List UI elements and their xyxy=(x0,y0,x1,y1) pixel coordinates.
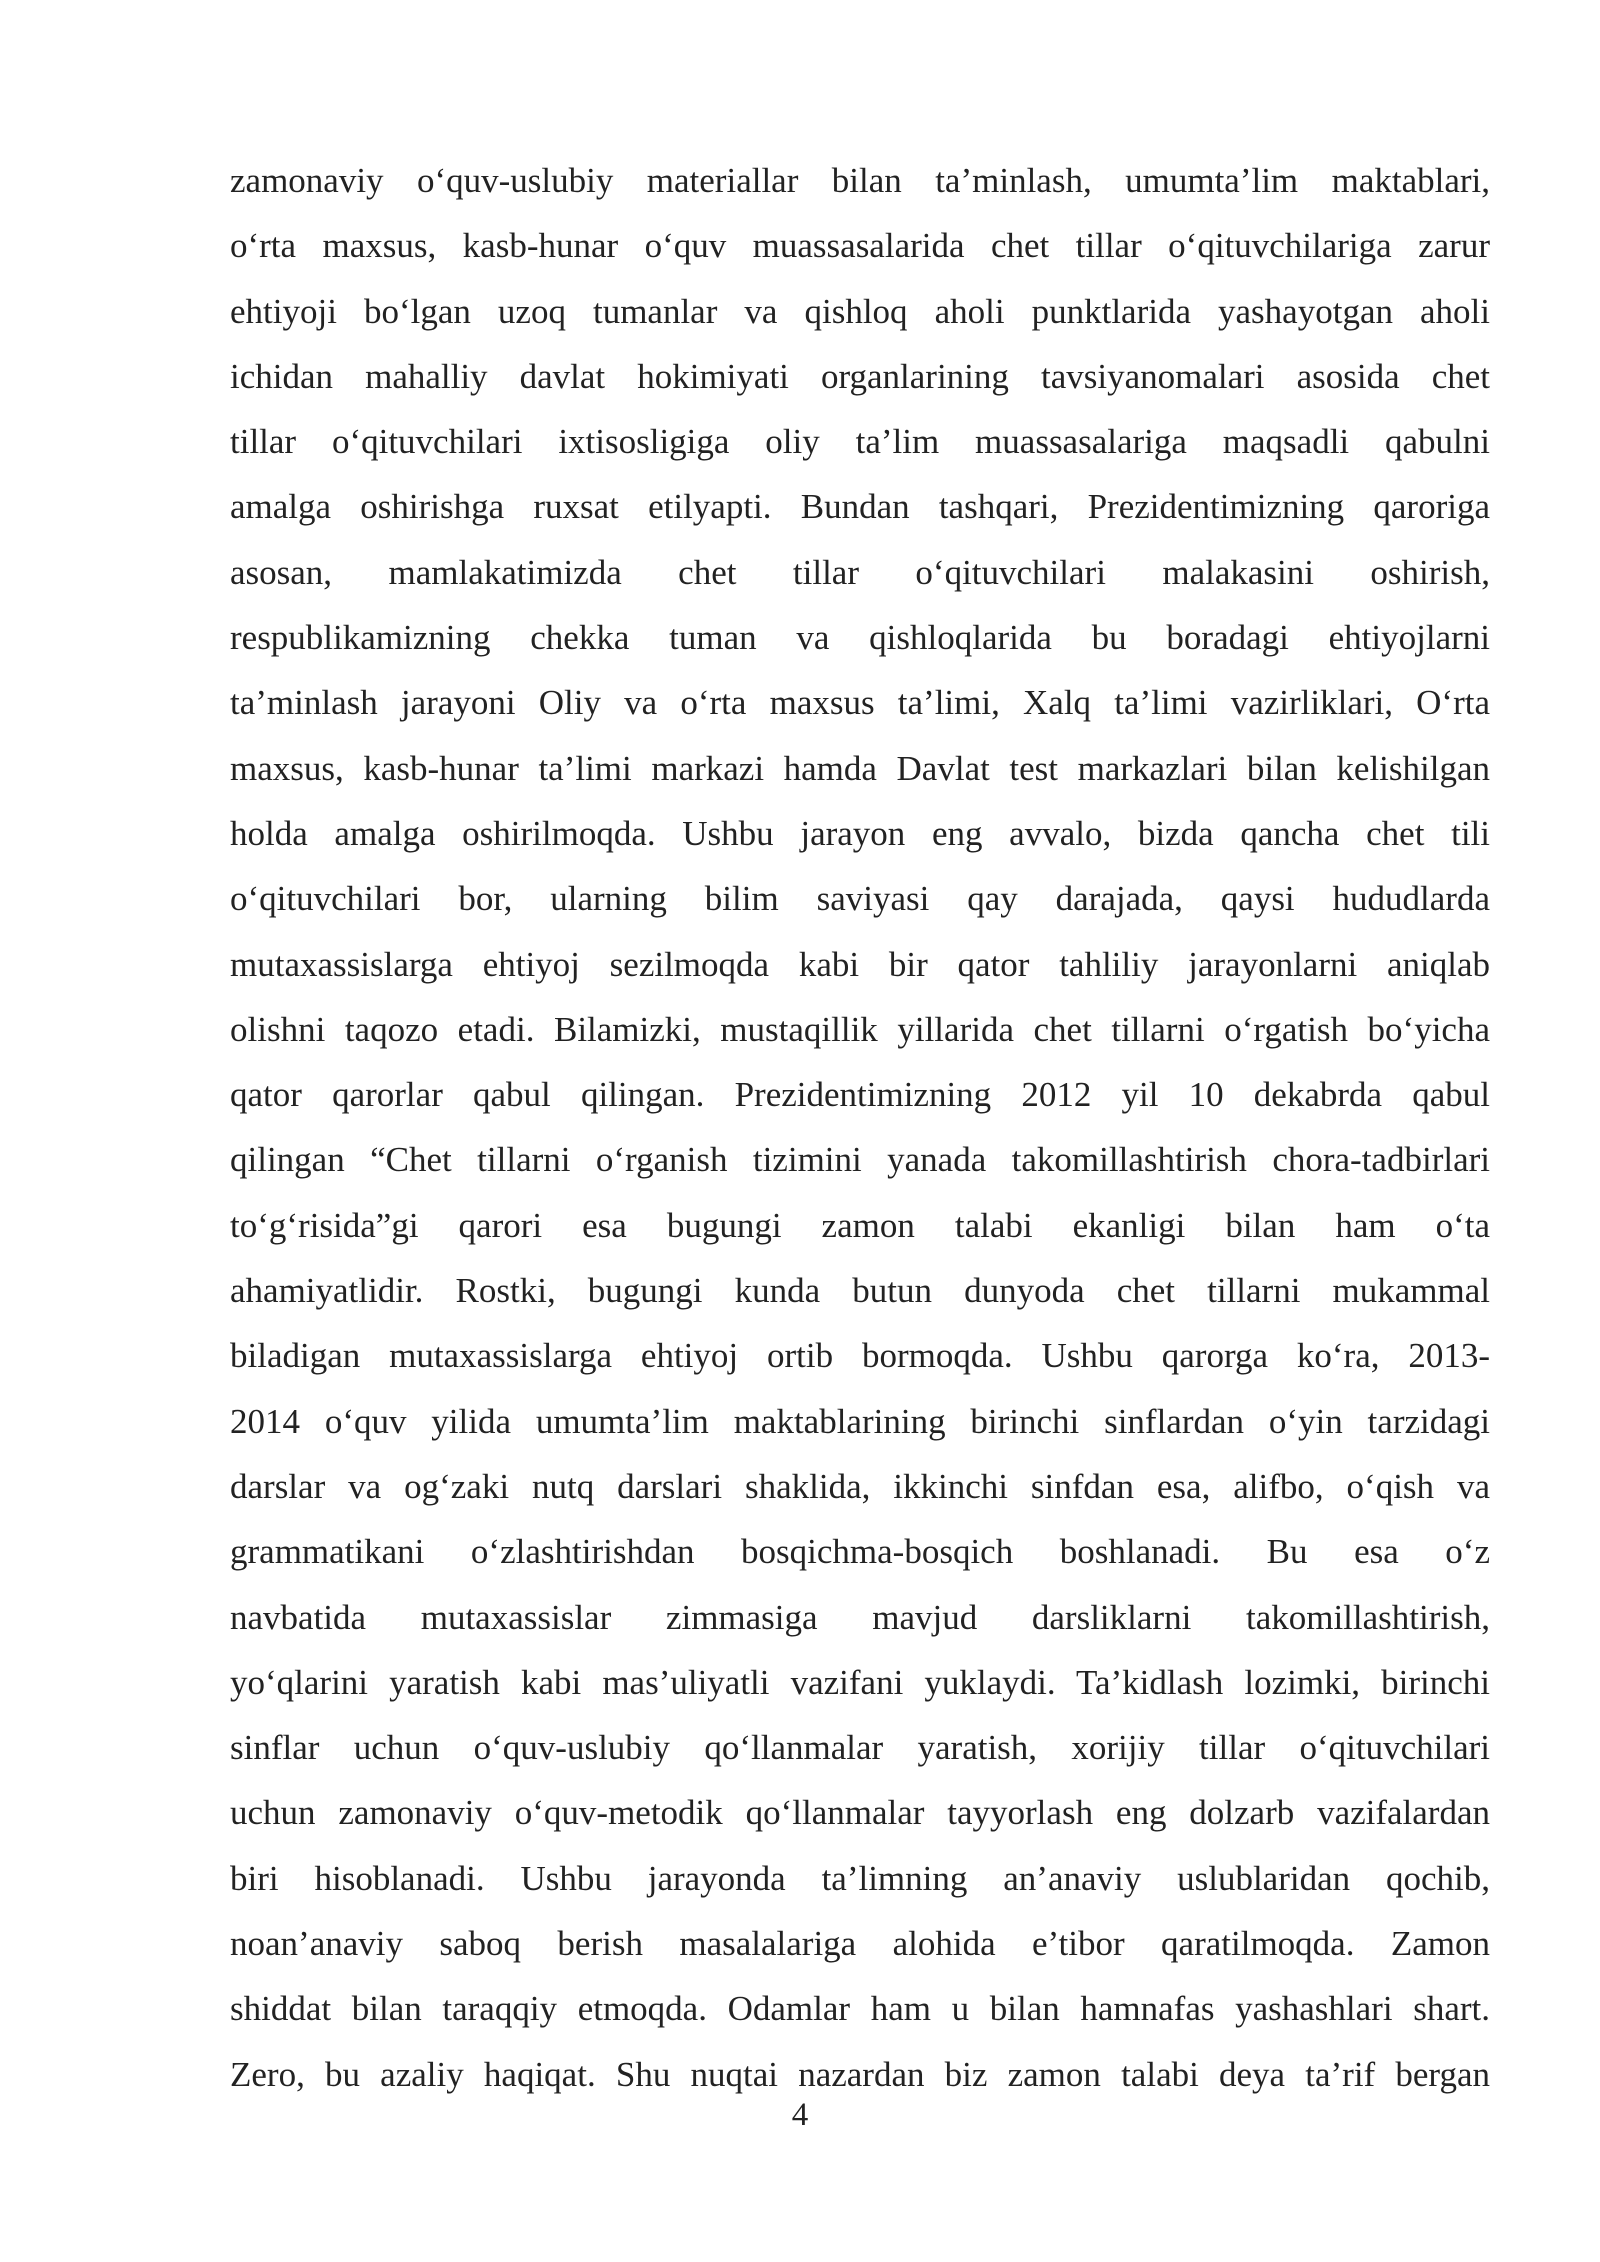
body-paragraph xyxy=(230,148,1490,2107)
text-line: olishni taqozo etadi. Bilamizki, mustaqillik yillarida chet tillarni o‘rgatish bo‘yicha xyxy=(230,1009,1490,1049)
text-line: asosan, mamlakatimizda chet tillar o‘qituvchilari malakasini oshirish, xyxy=(230,552,1490,592)
text-line: navbatida mutaxassislar zimmasiga mavjud darsliklarni takomillashtirish, xyxy=(230,1597,1490,1637)
text-line: tillar o‘qituvchilari ixtisosligiga oliy ta’lim muassasalariga maqsadli qabulni xyxy=(230,422,1490,462)
text-line: respublikamizning chekka tuman va qishloqlarida bu boradagi ehtiyojlarni xyxy=(230,618,1490,658)
text-line: ahamiyatlidir. Rostki, bugungi kunda butun dunyoda chet tillarni mukammal xyxy=(230,1271,1490,1311)
page-number: 4 xyxy=(791,2097,809,2133)
text-line: zamonaviy o‘quv-uslubiy materiallar bilan ta’minlash, umumta’lim maktablari, xyxy=(230,161,1490,200)
text-line: grammatikani o‘zlashtirishdan bosqichma-bosqich boshlanadi. Bu esa o‘z xyxy=(230,1532,1490,1572)
text-line: yo‘qlarini yaratish kabi mas’uliyatli vazifani yuklaydi. Ta’kidlash lozimki, birinchi xyxy=(230,1662,1490,1702)
text-line: maxsus, kasb-hunar ta’limi markazi hamda Davlat test markazlari bilan kelishilgan xyxy=(230,748,1490,788)
text-line: shiddat bilan taraqqiy etmoqda. Odamlar ham u bilan hamnafas yashashlari shart. xyxy=(230,1989,1490,2029)
text-line: mutaxassislarga ehtiyoj sezilmoqda kabi bir qator tahliliy jarayonlarni aniqlab xyxy=(230,944,1490,984)
text-line: uchun zamonaviy o‘quv-metodik qo‘llanmalar tayyorlash eng dolzarb vazifalardan xyxy=(230,1793,1490,1833)
text-line: biri hisoblanadi. Ushbu jarayonda ta’limning an’anaviy uslublaridan qochib, xyxy=(230,1858,1490,1898)
text-line: holda amalga oshirilmoqda. Ushbu jarayon eng avvalo, bizda qancha chet tili xyxy=(230,813,1490,853)
text-line: ehtiyoji bo‘lgan uzoq tumanlar va qishloq aholi punktlarida yashayotgan aholi xyxy=(230,291,1490,331)
text-line: 2014 o‘quv yilida umumta’lim maktablarining birinchi sinflardan o‘yin tarzidagi xyxy=(230,1401,1490,1441)
text-line: qator qarorlar qabul qilingan. Prezidentimizning 2012 yil 10 dekabrda qabul xyxy=(230,1075,1490,1115)
text-line: to‘g‘risida”gi qarori esa bugungi zamon talabi ekanligi bilan ham o‘ta xyxy=(230,1205,1490,1245)
text-line: biladigan mutaxassislarga ehtiyoj ortib bormoqda. Ushbu qarorga ko‘ra, 2013- xyxy=(230,1336,1490,1376)
text-line: ta’minlash jarayoni Oliy va o‘rta maxsus ta’limi, Xalq ta’limi vazirliklari, O‘rta xyxy=(230,683,1490,723)
text-line: qilingan “Chet tillarni o‘rganish tizimini yanada takomillashtirish chora-tadbirlari xyxy=(230,1140,1490,1180)
text-line: darslar va og‘zaki nutq darslari shaklida, ikkinchi sinfdan esa, alifbo, o‘qish va xyxy=(230,1466,1490,1506)
text-line: Zero, bu azaliy haqiqat. Shu nuqtai nazardan biz zamon talabi deya ta’rif bergan xyxy=(230,2054,1490,2094)
text-line: ichidan mahalliy davlat hokimiyati organlarining tavsiyanomalari asosida chet xyxy=(230,356,1490,396)
text-line: noan’anaviy saboq berish masalalariga alohida e’tibor qaratilmoqda. Zamon xyxy=(230,1924,1490,1964)
text-line: o‘rta maxsus, kasb-hunar o‘quv muassasalarida chet tillar o‘qituvchilariga zarur xyxy=(230,226,1490,266)
text-line: o‘qituvchilari bor, ularning bilim saviyasi qay darajada, qaysi hududlarda xyxy=(230,879,1490,919)
text-line: amalga oshirishga ruxsat etilyapti. Bundan tashqari, Prezidentimizning qaroriga xyxy=(230,487,1490,527)
text-line: sinflar uchun o‘quv-uslubiy qo‘llanmalar yaratish, xorijiy tillar o‘qituvchilari xyxy=(230,1728,1490,1768)
